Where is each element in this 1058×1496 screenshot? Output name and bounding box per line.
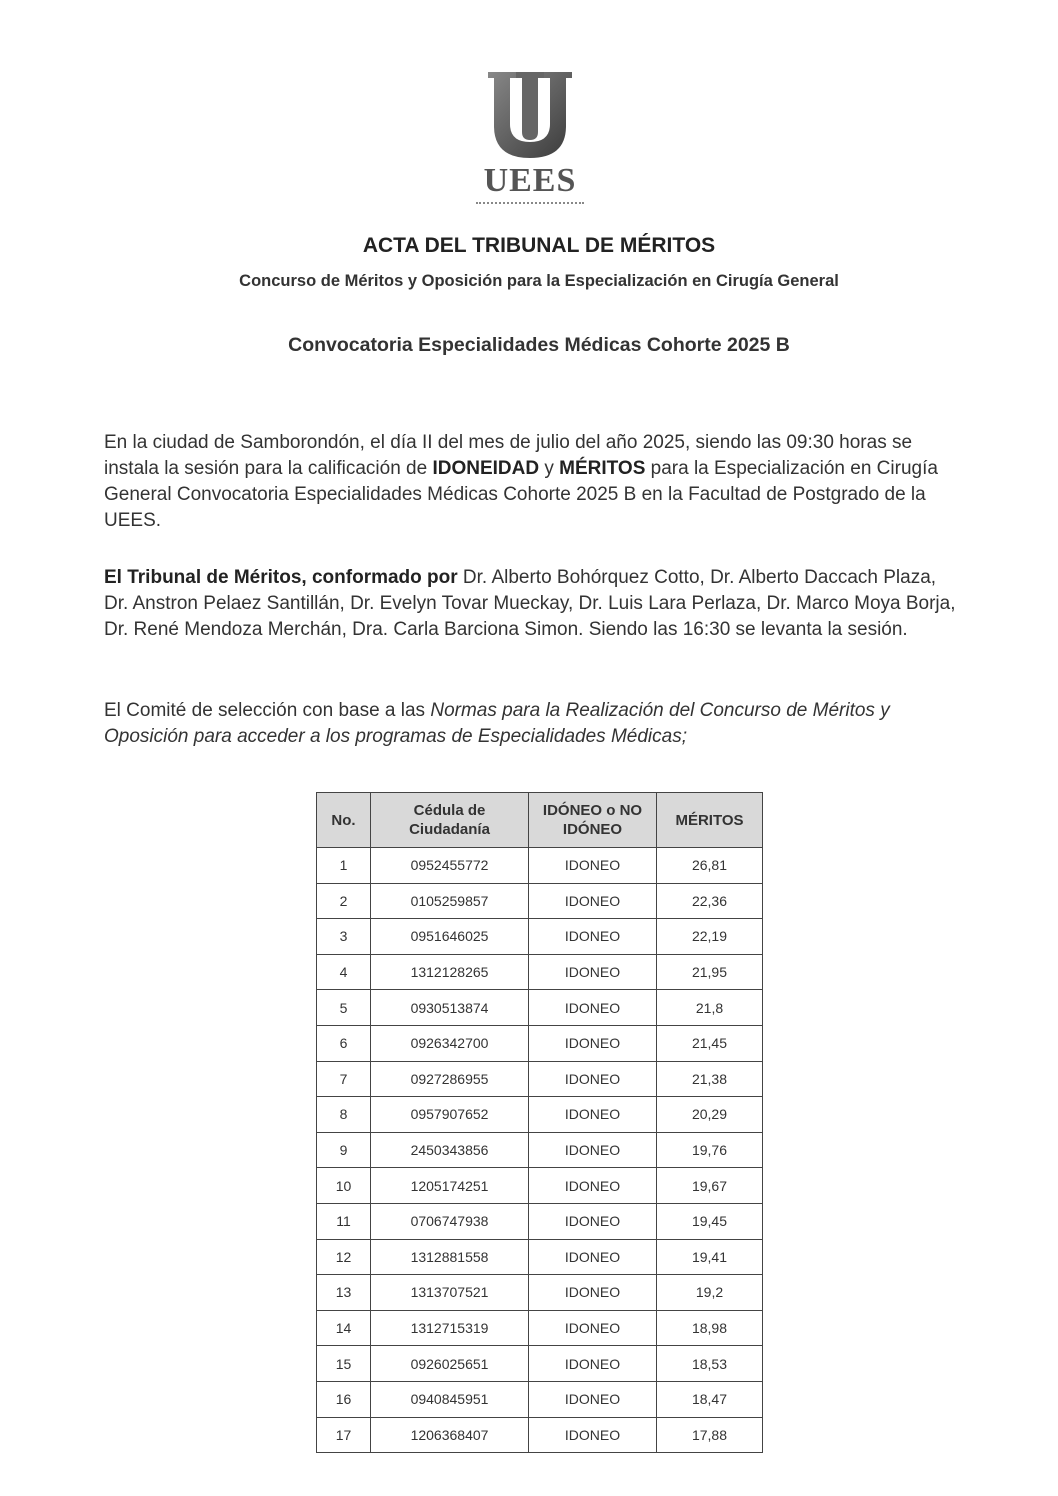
table-row [317,1061,763,1097]
header-no: No. [317,793,371,848]
table-row [317,1310,763,1346]
cell-cedula: 0926342700 [371,1025,529,1061]
cell-idoneo: IDONEO [529,1025,657,1061]
header-cedula-line1: Cédula de [413,802,486,819]
cell-meritos: 18,98 [657,1310,763,1346]
cell-idoneo: IDONEO [529,990,657,1026]
cell-idoneo: IDONEO [529,1275,657,1311]
cell-cedula: 1312881558 [371,1239,529,1275]
p1-text-3: para la Especialización en Cirugía General Convocatoria Especialidades Médicas Cohorte 2025 B en la Facultad de Postgrado de la UEES. [104,458,938,531]
cell-cedula: 0957907652 [371,1097,529,1133]
cell-cedula: 1312715319 [371,1310,529,1346]
cell-no: 12 [317,1239,371,1275]
cell-meritos: 21,38 [657,1061,763,1097]
cell-cedula: 0927286955 [371,1061,529,1097]
cell-meritos: 19,76 [657,1132,763,1168]
uees-logo [470,62,590,212]
cell-meritos: 21,8 [657,990,763,1026]
cell-no: 14 [317,1310,371,1346]
cell-cedula: 0930513874 [371,990,529,1026]
cell-meritos: 21,45 [657,1025,763,1061]
cell-idoneo: IDONEO [529,919,657,955]
cell-meritos: 26,81 [657,848,763,884]
cell-idoneo: IDONEO [529,1061,657,1097]
table-row [317,848,763,884]
cell-no: 8 [317,1097,371,1133]
p1-bold-meritos: MÉRITOS [559,458,646,479]
uees-logo-mark [470,62,590,162]
table-row [317,1097,763,1133]
cell-no: 13 [317,1275,371,1311]
table-row [317,1239,763,1275]
logo-wordmark: UEES [483,162,577,199]
cell-meritos: 18,47 [657,1381,763,1417]
convocatoria-heading: Convocatoria Especialidades Médicas Cohorte 2025 B [288,334,790,356]
cell-idoneo: IDONEO [529,1417,657,1453]
cell-idoneo: IDONEO [529,1239,657,1275]
cell-cedula: 1313707521 [371,1275,529,1311]
header-idoneo-line2: IDÓNEO [562,821,623,838]
paragraph-tribunal [104,565,956,643]
p2-text: Dr. Alberto Bohórquez Cotto, Dr. Alberto Daccach Plaza, Dr. Anstron Pelaez Santillán, Dr. Evelyn Tovar Mueckay, Dr. Luis Lara Perlaza, Dr. Marco Moya Borja, Dr. René Mendoza Merchán, Dra. Carla Barciona Simon. Siendo las 16:30 se levanta la sesión. [104,567,956,640]
header-idoneo [529,793,657,848]
cell-no: 6 [317,1025,371,1061]
cell-meritos: 21,95 [657,954,763,990]
table-row [317,1203,763,1239]
cell-no: 17 [317,1417,371,1453]
cell-idoneo: IDONEO [529,1346,657,1382]
table-body [317,848,763,1453]
table-row [317,1417,763,1453]
p3-text: El Comité de selección con base a las [104,700,431,721]
document-title: ACTA DEL TRIBUNAL DE MÉRITOS [362,234,716,257]
document-subtitle: Concurso de Méritos y Oposición para la Especialización en Cirugía General [239,272,839,290]
cell-cedula: 0940845951 [371,1381,529,1417]
logo-tagline [476,202,584,208]
cell-cedula: 0952455772 [371,848,529,884]
cell-meritos: 19,67 [657,1168,763,1204]
table-row [317,1168,763,1204]
cell-cedula: 0105259857 [371,883,529,919]
table-row [317,1275,763,1311]
table-row [317,1025,763,1061]
cell-cedula: 0951646025 [371,919,529,955]
p1-text-1: En la ciudad de Samborondón, el día II del mes de julio del año 2025, siendo las 09:30 horas se instala la sesión para la calificación de [104,432,913,479]
cell-meritos: 18,53 [657,1346,763,1382]
cell-cedula: 0706747938 [371,1203,529,1239]
cell-meritos: 19,45 [657,1203,763,1239]
cell-cedula: 0926025651 [371,1346,529,1382]
cell-idoneo: IDONEO [529,1203,657,1239]
header-idoneo-line1: IDÓNEO o NO [542,802,643,819]
cell-cedula: 1312128265 [371,954,529,990]
header-cedula-line2: Ciudadanía [409,821,490,838]
cell-no: 16 [317,1381,371,1417]
cell-no: 10 [317,1168,371,1204]
merits-table [316,792,763,1453]
cell-idoneo: IDONEO [529,1097,657,1133]
cell-cedula: 1206368407 [371,1417,529,1453]
header-cedula [371,793,529,848]
cell-cedula: 1205174251 [371,1168,529,1204]
table-row [317,919,763,955]
p1-text-2: y [539,458,560,479]
cell-meritos: 17,88 [657,1417,763,1453]
cell-meritos: 22,36 [657,883,763,919]
cell-no: 7 [317,1061,371,1097]
p1-bold-idoneidad: IDONEIDAD [432,458,540,479]
cell-no: 4 [317,954,371,990]
paragraph-session [104,430,956,534]
cell-idoneo: IDONEO [529,883,657,919]
table-row [317,1132,763,1168]
p2-bold: El Tribunal de Méritos, conformado por [104,567,458,588]
paragraph-comite [104,698,956,750]
cell-meritos: 20,29 [657,1097,763,1133]
cell-no: 2 [317,883,371,919]
cell-idoneo: IDONEO [529,954,657,990]
cell-no: 11 [317,1203,371,1239]
cell-no: 15 [317,1346,371,1382]
cell-no: 5 [317,990,371,1026]
table-row [317,1346,763,1382]
table-row [317,954,763,990]
header-meritos: MÉRITOS [657,793,763,848]
table-header-row [317,793,763,848]
cell-cedula: 2450343856 [371,1132,529,1168]
cell-no: 1 [317,848,371,884]
cell-idoneo: IDONEO [529,1381,657,1417]
table-row [317,883,763,919]
cell-idoneo: IDONEO [529,1132,657,1168]
cell-meritos: 22,19 [657,919,763,955]
table-row [317,1381,763,1417]
cell-no: 9 [317,1132,371,1168]
cell-idoneo: IDONEO [529,848,657,884]
cell-idoneo: IDONEO [529,1310,657,1346]
p3-italic: Normas para la Realización del Concurso de Méritos y Oposición para acceder a los programas de Especialidades Médicas; [104,700,890,747]
cell-meritos: 19,41 [657,1239,763,1275]
table-row [317,990,763,1026]
cell-meritos: 19,2 [657,1275,763,1311]
cell-no: 3 [317,919,371,955]
cell-idoneo: IDONEO [529,1168,657,1204]
